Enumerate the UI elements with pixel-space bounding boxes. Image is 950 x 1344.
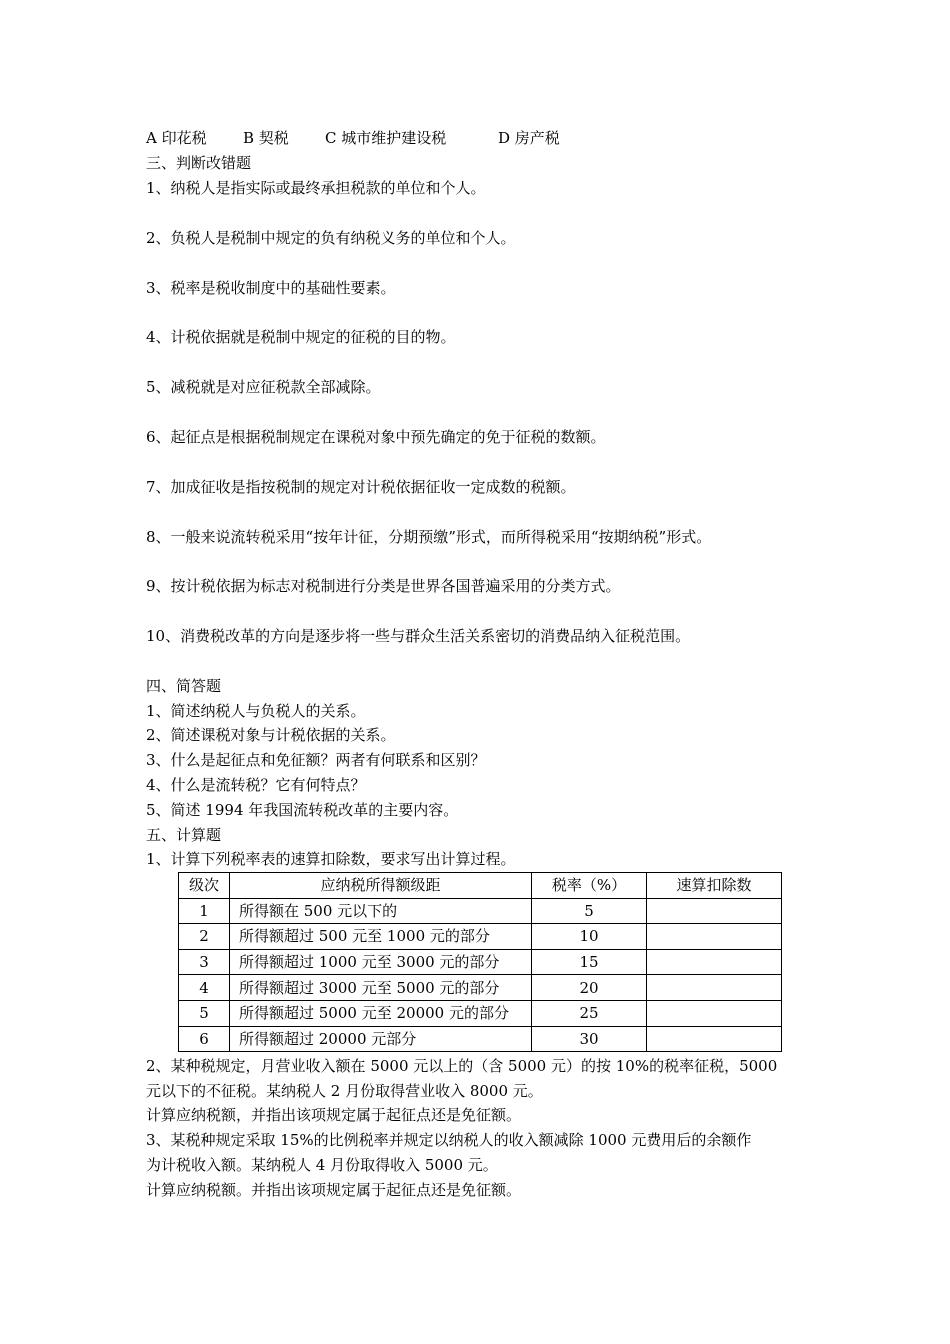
judgement-item-3: 3、税率是税收制度中的基础性要素。 bbox=[146, 279, 396, 297]
judgement-item-1: 1、纳税人是指实际或最终承担税款的单位和个人。 bbox=[146, 179, 486, 197]
cell-bracket: 所得额在 500 元以下的 bbox=[230, 898, 532, 924]
calc-question-2-line-2: 元以下的不征税。某纳税人 2 月份取得营业收入 8000 元。 bbox=[146, 1082, 543, 1100]
table-row bbox=[179, 1026, 782, 1052]
cell-deduction bbox=[647, 949, 782, 975]
table-row bbox=[179, 924, 782, 950]
cell-rate: 15 bbox=[532, 949, 647, 975]
cell-bracket: 所得额超过 500 元至 1000 元的部分 bbox=[230, 924, 532, 950]
short-answer-item-1: 1、简述纳税人与负税人的关系。 bbox=[146, 702, 366, 720]
cell-deduction bbox=[647, 1000, 782, 1026]
cell-level: 1 bbox=[179, 898, 230, 924]
short-answer-item-4: 4、什么是流转税？它有何特点？ bbox=[146, 776, 366, 794]
cell-bracket: 所得额超过 3000 元至 5000 元的部分 bbox=[230, 975, 532, 1001]
judgement-item-2: 2、负税人是税制中规定的负有纳税义务的单位和个人。 bbox=[146, 229, 516, 247]
cell-bracket: 所得额超过 5000 元至 20000 元的部分 bbox=[230, 1000, 532, 1026]
cell-level: 3 bbox=[179, 949, 230, 975]
calc-question-3-line-3: 计算应纳税额。并指出该项规定属于起征点还是免征额。 bbox=[146, 1181, 522, 1199]
calc-question-3-line-1: 3、某税种规定采取 15%的比例税率并规定以纳税人的收入额减除 1000 元费用后的余额作 bbox=[146, 1131, 752, 1149]
calc-question-3-line-2: 为计税收入额。某纳税人 4 月份取得收入 5000 元。 bbox=[146, 1156, 498, 1174]
section-5-title: 五、计算题 bbox=[146, 826, 222, 844]
cell-deduction bbox=[647, 1026, 782, 1052]
cell-rate: 10 bbox=[532, 924, 647, 950]
cell-level: 5 bbox=[179, 1000, 230, 1026]
section-3-title: 三、判断改错题 bbox=[146, 154, 252, 172]
header-level: 级次 bbox=[179, 873, 230, 899]
table-row bbox=[179, 949, 782, 975]
cell-level: 2 bbox=[179, 924, 230, 950]
short-answer-item-5: 5、简述 1994 年我国流转税改革的主要内容。 bbox=[146, 801, 459, 819]
cell-bracket: 所得额超过 20000 元部分 bbox=[230, 1026, 532, 1052]
cell-level: 6 bbox=[179, 1026, 230, 1052]
calc-question-2-line-3: 计算应纳税额，并指出该项规定属于起征点还是免征额。 bbox=[146, 1106, 522, 1124]
table-header-row bbox=[179, 873, 782, 899]
cell-deduction bbox=[647, 924, 782, 950]
judgement-item-6: 6、起征点是根据税制规定在课税对象中预先确定的免于征税的数额。 bbox=[146, 428, 606, 446]
cell-rate: 30 bbox=[532, 1026, 647, 1052]
calc-question-1: 1、计算下列税率表的速算扣除数，要求写出计算过程。 bbox=[146, 850, 516, 868]
cell-deduction bbox=[647, 975, 782, 1001]
option-b: B 契税 bbox=[243, 129, 289, 147]
cell-rate: 5 bbox=[532, 898, 647, 924]
option-d: D 房产税 bbox=[498, 129, 560, 147]
header-bracket: 应纳税所得额级距 bbox=[230, 873, 532, 899]
judgement-item-9: 9、按计税依据为标志对税制进行分类是世界各国普遍采用的分类方式。 bbox=[146, 577, 621, 595]
table-row bbox=[179, 975, 782, 1001]
header-deduction: 速算扣除数 bbox=[647, 873, 782, 899]
short-answer-item-2: 2、简述课税对象与计税依据的关系。 bbox=[146, 726, 396, 744]
calc-question-2-line-1: 2、某种税规定，月营业收入额在 5000 元以上的（含 5000 元）的按 10%的税率征税，5000 bbox=[146, 1057, 778, 1075]
judgement-item-7: 7、加成征收是指按税制的规定对计税依据征收一定成数的税额。 bbox=[146, 478, 576, 496]
section-4-title: 四、简答题 bbox=[146, 677, 222, 695]
cell-deduction bbox=[647, 898, 782, 924]
judgement-item-10: 10、消费税改革的方向是逐步将一些与群众生活关系密切的消费品纳入征税范围。 bbox=[146, 627, 691, 645]
cell-rate: 25 bbox=[532, 1000, 647, 1026]
cell-rate: 20 bbox=[532, 975, 647, 1001]
header-rate: 税率（%） bbox=[532, 873, 647, 899]
option-a: A 印花税 bbox=[146, 129, 207, 147]
cell-bracket: 所得额超过 1000 元至 3000 元的部分 bbox=[230, 949, 532, 975]
judgement-item-4: 4、计税依据就是税制中规定的征税的目的物。 bbox=[146, 328, 456, 346]
option-c: C 城市维护建设税 bbox=[325, 129, 447, 147]
table-row bbox=[179, 898, 782, 924]
judgement-item-8: 8、一般来说流转税采用“按年计征，分期预缴”形式，而所得税采用“按期纳税”形式。 bbox=[146, 528, 712, 546]
tax-rate-table bbox=[178, 872, 782, 1052]
short-answer-item-3: 3、什么是起征点和免征额？两者有何联系和区别？ bbox=[146, 751, 486, 769]
cell-level: 4 bbox=[179, 975, 230, 1001]
judgement-item-5: 5、减税就是对应征税款全部减除。 bbox=[146, 378, 381, 396]
table-row bbox=[179, 1000, 782, 1026]
